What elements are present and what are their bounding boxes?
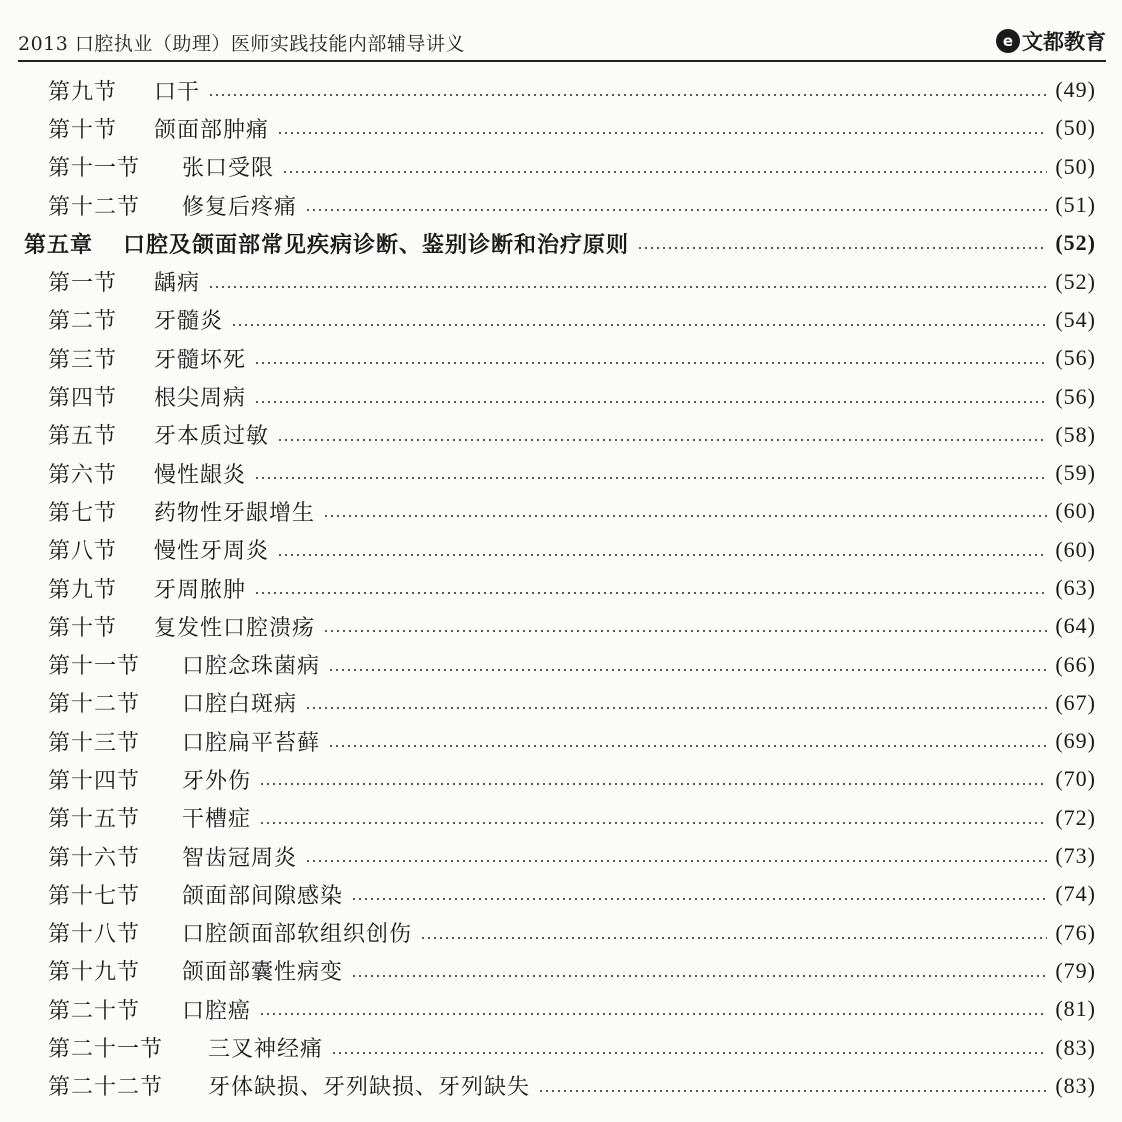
toc-section-row xyxy=(24,377,1096,415)
toc-entry-title: 牙髓坏死 xyxy=(154,347,247,373)
toc-section-row xyxy=(24,492,1096,530)
brand-text: 文都教育 xyxy=(1022,30,1106,54)
toc-section-row xyxy=(24,799,1096,837)
toc-page-number: (69) xyxy=(1055,728,1096,754)
toc-section-row xyxy=(24,875,1096,913)
brand-logo xyxy=(996,26,1106,56)
toc-entry-number: 第四节 xyxy=(48,386,118,412)
dot-leader xyxy=(254,477,1047,479)
toc-entry-title: 牙本质过敏 xyxy=(154,424,270,450)
toc-entry-number: 第二十一节 xyxy=(48,1037,164,1063)
toc-entry-number: 第八节 xyxy=(48,539,118,565)
toc-section-row xyxy=(24,1067,1096,1105)
toc-entry-number: 第二十二节 xyxy=(48,1075,164,1101)
toc-page-number: (73) xyxy=(1055,843,1096,869)
toc-entry-title: 智齿冠周炎 xyxy=(182,845,298,871)
dot-leader xyxy=(259,783,1047,785)
toc-page-number: (54) xyxy=(1055,306,1096,332)
toc-section-row xyxy=(24,71,1096,109)
toc-entry-number: 第十节 xyxy=(48,117,118,143)
toc-entry-number: 第十七节 xyxy=(48,883,141,909)
toc-entry-title: 颌面部间隙感染 xyxy=(182,883,344,909)
toc-entry-number: 第九节 xyxy=(48,577,118,603)
toc-section-row xyxy=(24,569,1096,607)
toc-entry-number: 第五节 xyxy=(48,424,118,450)
toc-entry-title: 口腔白斑病 xyxy=(182,692,298,718)
dot-leader xyxy=(231,324,1047,326)
toc-section-row xyxy=(24,607,1096,645)
toc-page-number: (59) xyxy=(1055,460,1096,486)
toc-entry-title: 牙外伤 xyxy=(182,768,252,794)
dot-leader xyxy=(331,1052,1047,1054)
dot-leader xyxy=(254,592,1047,594)
toc-page-number: (52) xyxy=(1055,230,1096,256)
toc-section-row xyxy=(24,1028,1096,1066)
dot-leader xyxy=(208,94,1047,96)
toc-page-number: (51) xyxy=(1055,192,1096,218)
toc-page-number: (50) xyxy=(1055,153,1096,179)
toc-entry-number: 第七节 xyxy=(48,500,118,526)
dot-leader xyxy=(259,1013,1047,1015)
toc-entry-number: 第十二节 xyxy=(48,194,141,220)
toc-entry-title: 龋病 xyxy=(154,271,201,297)
dot-leader xyxy=(420,937,1047,939)
dot-leader xyxy=(323,630,1047,632)
dot-leader xyxy=(305,860,1047,862)
toc-page-number: (60) xyxy=(1055,536,1096,562)
toc-entry-title: 复发性口腔溃疡 xyxy=(154,615,316,641)
toc-page-number: (50) xyxy=(1055,115,1096,141)
toc-section-row xyxy=(24,454,1096,492)
toc-section-row xyxy=(24,186,1096,224)
toc-entry-title: 慢性牙周炎 xyxy=(154,539,270,565)
toc-page-number: (72) xyxy=(1055,804,1096,830)
toc-entry-number: 第六节 xyxy=(48,462,118,488)
toc-entry-title: 口腔癌 xyxy=(182,998,252,1024)
toc-entry-number: 第十八节 xyxy=(48,922,141,948)
dot-leader xyxy=(259,822,1047,824)
toc-page-number: (66) xyxy=(1055,651,1096,677)
toc-chapter-row xyxy=(24,224,1096,262)
toc-entry-title: 口腔念珠菌病 xyxy=(182,654,321,680)
toc-section-row xyxy=(24,262,1096,300)
toc-page-number: (70) xyxy=(1055,766,1096,792)
dot-leader xyxy=(305,707,1047,709)
dot-leader xyxy=(208,286,1047,288)
toc-entry-title: 口腔颌面部软组织创伤 xyxy=(182,922,413,948)
toc-page-number: (49) xyxy=(1055,77,1096,103)
toc-section-row xyxy=(24,109,1096,147)
toc-page-number: (56) xyxy=(1055,345,1096,371)
toc-section-row xyxy=(24,684,1096,722)
toc-entry-title: 张口受限 xyxy=(182,156,275,182)
wendu-logo-icon: e xyxy=(996,29,1020,53)
toc-entry-number: 第十五节 xyxy=(48,807,141,833)
toc-section-row xyxy=(24,148,1096,186)
toc-page-number: (58) xyxy=(1055,421,1096,447)
toc-section-row xyxy=(24,339,1096,377)
toc-section-row xyxy=(24,416,1096,454)
toc-section-row xyxy=(24,990,1096,1028)
toc-entry-title: 口腔扁平苔藓 xyxy=(182,730,321,756)
page-header xyxy=(18,22,1106,62)
toc-entry-title: 口腔及颌面部常见疾病诊断、鉴别诊断和治疗原则 xyxy=(123,231,630,258)
toc-entry-title: 颌面部肿痛 xyxy=(154,117,270,143)
toc-entry-number: 第五章 xyxy=(24,231,94,258)
header-title: 2013 口腔执业（助理）医师实践技能内部辅导讲义 xyxy=(18,33,465,55)
toc-entry-title: 颌面部囊性病变 xyxy=(182,960,344,986)
toc-page-number: (74) xyxy=(1055,881,1096,907)
dot-leader xyxy=(328,745,1047,747)
toc-page-number: (83) xyxy=(1055,1072,1096,1098)
toc-section-row xyxy=(24,952,1096,990)
toc-entry-number: 第十一节 xyxy=(48,156,141,182)
toc-page-number: (83) xyxy=(1055,1034,1096,1060)
toc-entry-title: 牙体缺损、牙列缺损、牙列缺失 xyxy=(208,1075,531,1101)
toc-entry-number: 第十二节 xyxy=(48,692,141,718)
toc-entry-number: 第二十节 xyxy=(48,998,141,1024)
dot-leader xyxy=(351,975,1047,977)
dot-leader xyxy=(277,439,1047,441)
toc-entry-number: 第三节 xyxy=(48,347,118,373)
toc-page-number: (76) xyxy=(1055,919,1096,945)
dot-leader xyxy=(328,669,1047,671)
toc-entry-title: 牙周脓肿 xyxy=(154,577,247,603)
dot-leader xyxy=(637,247,1047,249)
toc-entry-title: 干槽症 xyxy=(182,807,252,833)
toc-page-number: (81) xyxy=(1055,996,1096,1022)
toc-section-row xyxy=(24,914,1096,952)
toc-page-number: (67) xyxy=(1055,689,1096,715)
toc-entry-number: 第二节 xyxy=(48,309,118,335)
toc-entry-number: 第一节 xyxy=(48,271,118,297)
dot-leader xyxy=(254,362,1047,364)
toc-entry-title: 口干 xyxy=(154,79,201,105)
toc-entry-title: 牙髓炎 xyxy=(154,309,224,335)
dot-leader xyxy=(254,401,1047,403)
toc-page-number: (60) xyxy=(1055,498,1096,524)
dot-leader xyxy=(277,554,1047,556)
toc-section-row xyxy=(24,301,1096,339)
toc-entry-title: 根尖周病 xyxy=(154,386,247,412)
toc-entry-title: 修复后疼痛 xyxy=(182,194,298,220)
dot-leader xyxy=(323,515,1047,517)
toc-section-row xyxy=(24,531,1096,569)
toc-entry-number: 第十九节 xyxy=(48,960,141,986)
toc-page-number: (79) xyxy=(1055,957,1096,983)
dot-leader xyxy=(538,1090,1047,1092)
toc-entry-title: 慢性龈炎 xyxy=(154,462,247,488)
dot-leader xyxy=(351,898,1047,900)
toc-entry-number: 第九节 xyxy=(48,79,118,105)
toc-page-number: (56) xyxy=(1055,383,1096,409)
toc-section-row xyxy=(24,722,1096,760)
toc-entry-number: 第十一节 xyxy=(48,654,141,680)
toc-entry-title: 药物性牙龈增生 xyxy=(154,500,316,526)
toc-page-number: (63) xyxy=(1055,575,1096,600)
dot-leader xyxy=(282,171,1047,173)
toc-entry-number: 第十节 xyxy=(48,615,118,641)
dot-leader xyxy=(305,209,1047,211)
toc-entry-title: 三叉神经痛 xyxy=(208,1037,324,1063)
toc-page-number: (64) xyxy=(1055,613,1096,639)
toc-entry-number: 第十三节 xyxy=(48,730,141,756)
table-of-contents xyxy=(24,71,1096,1105)
dot-leader xyxy=(277,132,1047,134)
toc-section-row xyxy=(24,837,1096,875)
toc-page-number: (52) xyxy=(1055,268,1096,294)
toc-entry-number: 第十六节 xyxy=(48,845,141,871)
toc-entry-number: 第十四节 xyxy=(48,768,141,794)
toc-section-row xyxy=(24,645,1096,683)
toc-section-row xyxy=(24,760,1096,798)
